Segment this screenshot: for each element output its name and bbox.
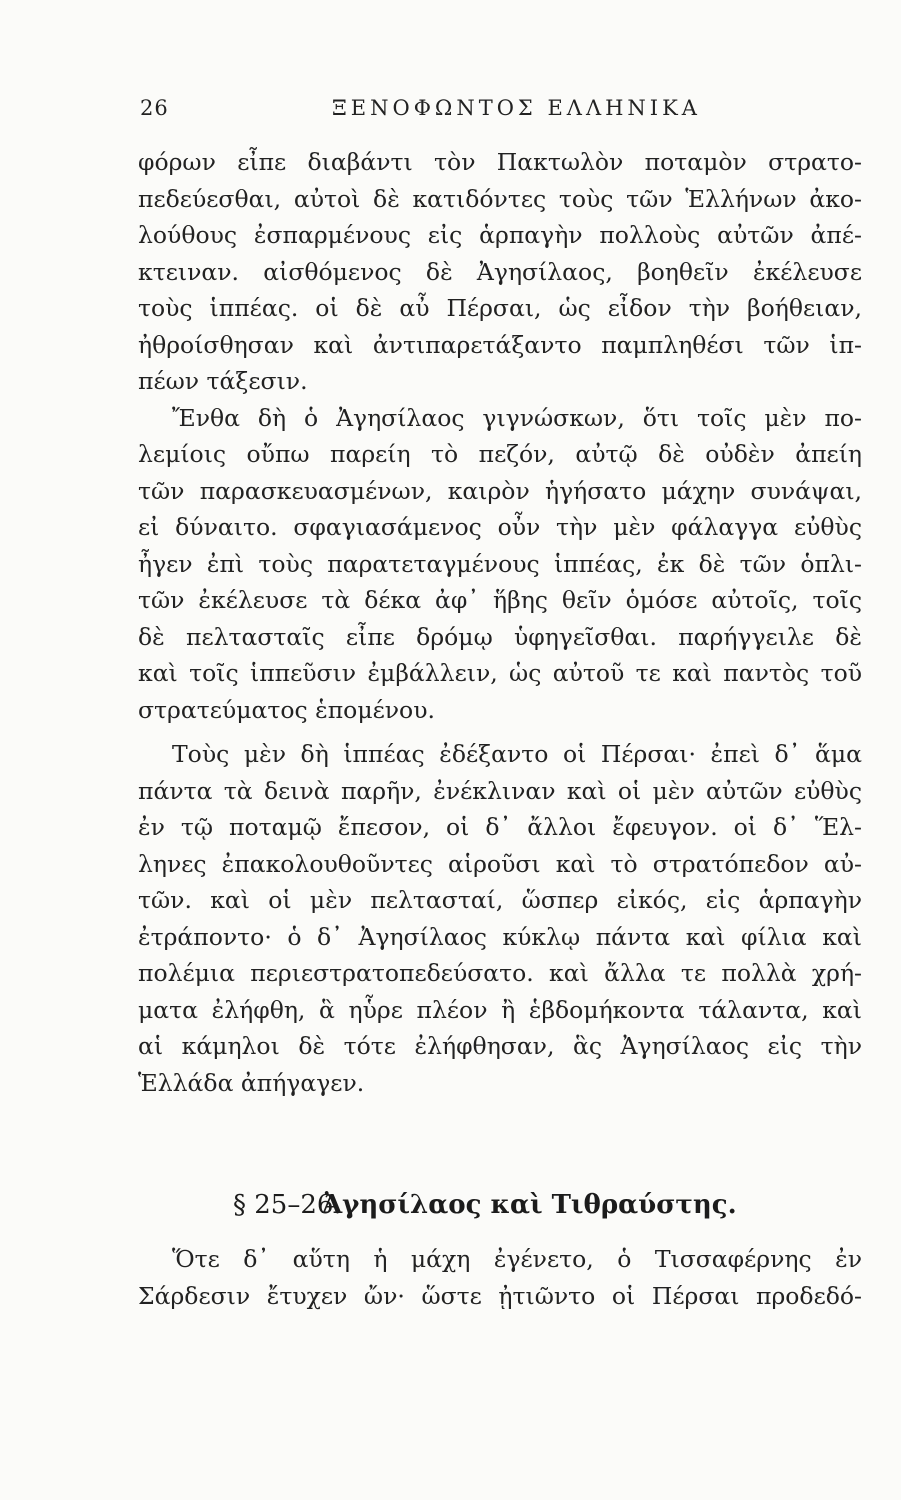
text-line: τῶν παρασκευασμένων, καιρὸν ἡγήσατο μάχην συνάψαι, — [138, 477, 862, 505]
page-number: 26 — [140, 96, 169, 120]
text-line: ληνες ἐπακολουθοῦντες αἱροῦσι καὶ τὸ στρατόπεδον αὐ- — [138, 850, 862, 878]
text-line: Ἑλλάδα ἀπήγαγεν. — [138, 1069, 365, 1097]
text-line: ἐν τῷ ποταμῷ ἔπεσον, οἱ δ᾽ ἄλλοι ἔφευγον. οἱ δ᾽ Ἕλ- — [138, 813, 862, 841]
section-title: Ἀγησίλαος καὶ Τιθραύστης. — [322, 1190, 737, 1220]
text-line: καὶ τοῖς ἱππεῦσιν ἐμβάλλειν, ὡς αὐτοῦ τε καὶ παντὸς τοῦ — [138, 659, 862, 687]
text-line: ματα ἐλήφθη, ἃ ηὗρε πλέον ἢ ἑβδομήκοντα τάλαντα, καὶ — [138, 996, 862, 1024]
text-line: κτειναν. αἰσθόμενος δὲ Ἀγησίλαος, βοηθεῖν ἐκέλευσε — [138, 258, 862, 286]
text-line: ἠθροίσθησαν καὶ ἀντιπαρετάξαντο παμπληθέσι τῶν ἱπ- — [138, 331, 862, 359]
text-line: λεμίοις οὔπω παρείη τὸ πεζόν, αὐτῷ δὲ οὐδὲν ἀπείη — [138, 440, 862, 468]
section-number: § 25–26. — [233, 1190, 342, 1220]
text-line: τοὺς ἱππέας. οἱ δὲ αὖ Πέρσαι, ὡς εἶδον τὴν βοήθειαν, — [138, 294, 862, 322]
running-title: ΞΕΝΟΦΩΝΤΟΣ ΕΛΛΗΝΙΚΑ — [332, 96, 701, 120]
text-line: Ὅτε δ᾽ αὕτη ἡ μάχη ἐγένετο, ὁ Τισσαφέρνης ἐν — [172, 1245, 862, 1273]
text-line: λούθους ἐσπαρμένους εἰς ἁρπαγὴν πολλοὺς αὐτῶν ἀπέ- — [138, 221, 862, 249]
section-heading — [0, 1190, 901, 1230]
text-line: πολέμια περιεστρατοπεδεύσατο. καὶ ἄλλα τε πολλὰ χρή- — [138, 959, 862, 987]
text-line: Σάρδεσιν ἔτυχεν ὤν· ὥστε ᾐτιῶντο οἱ Πέρσαι προδεδό- — [138, 1282, 862, 1310]
text-line: αἱ κάμηλοι δὲ τότε ἐλήφθησαν, ἃς Ἀγησίλαος εἰς τὴν — [138, 1032, 862, 1060]
text-line: Τοὺς μὲν δὴ ἱππέας ἐδέξαντο οἱ Πέρσαι· ἐπεὶ δ᾽ ἅμα — [172, 740, 862, 768]
text-line: Ἔνθα δὴ ὁ Ἀγησίλαος γιγνώσκων, ὅτι τοῖς μὲν πο- — [172, 404, 862, 432]
page-header — [0, 96, 901, 126]
text-line: ἦγεν ἐπὶ τοὺς παρατεταγμένους ἱππέας, ἐκ δὲ τῶν ὁπλι- — [138, 550, 862, 578]
text-line: πεδεύεσθαι, αὐτοὶ δὲ κατιδόντες τοὺς τῶν Ἑλλήνων ἀκο- — [138, 185, 862, 213]
text-line: τῶν ἐκέλευσε τὰ δέκα ἀφ᾽ ἥβης θεῖν ὁμόσε αὐτοῖς, τοῖς — [138, 586, 862, 614]
text-line: δὲ πελτασταῖς εἶπε δρόμῳ ὑφηγεῖσθαι. παρήγγειλε δὲ — [138, 623, 862, 651]
text-line: τῶν. καὶ οἱ μὲν πελτασταί, ὥσπερ εἰκός, εἰς ἁρπαγὴν — [138, 886, 862, 914]
text-line: πάντα τὰ δεινὰ παρῆν, ἐνέκλιναν καὶ οἱ μὲν αὐτῶν εὐθὺς — [138, 777, 862, 805]
text-line: πέων τάξεσιν. — [138, 367, 308, 395]
text-line: στρατεύματος ἑπομένου. — [138, 696, 435, 724]
text-line: εἰ δύναιτο. σφαγιασάμενος οὖν τὴν μὲν φάλαγγα εὐθὺς — [138, 513, 862, 541]
text-line: φόρων εἶπε διαβάντι τὸν Πακτωλὸν ποταμὸν στρατο- — [138, 148, 862, 176]
text-line: ἐτράποντο· ὁ δ᾽ Ἀγησίλαος κύκλῳ πάντα καὶ φίλια καὶ — [138, 923, 862, 951]
